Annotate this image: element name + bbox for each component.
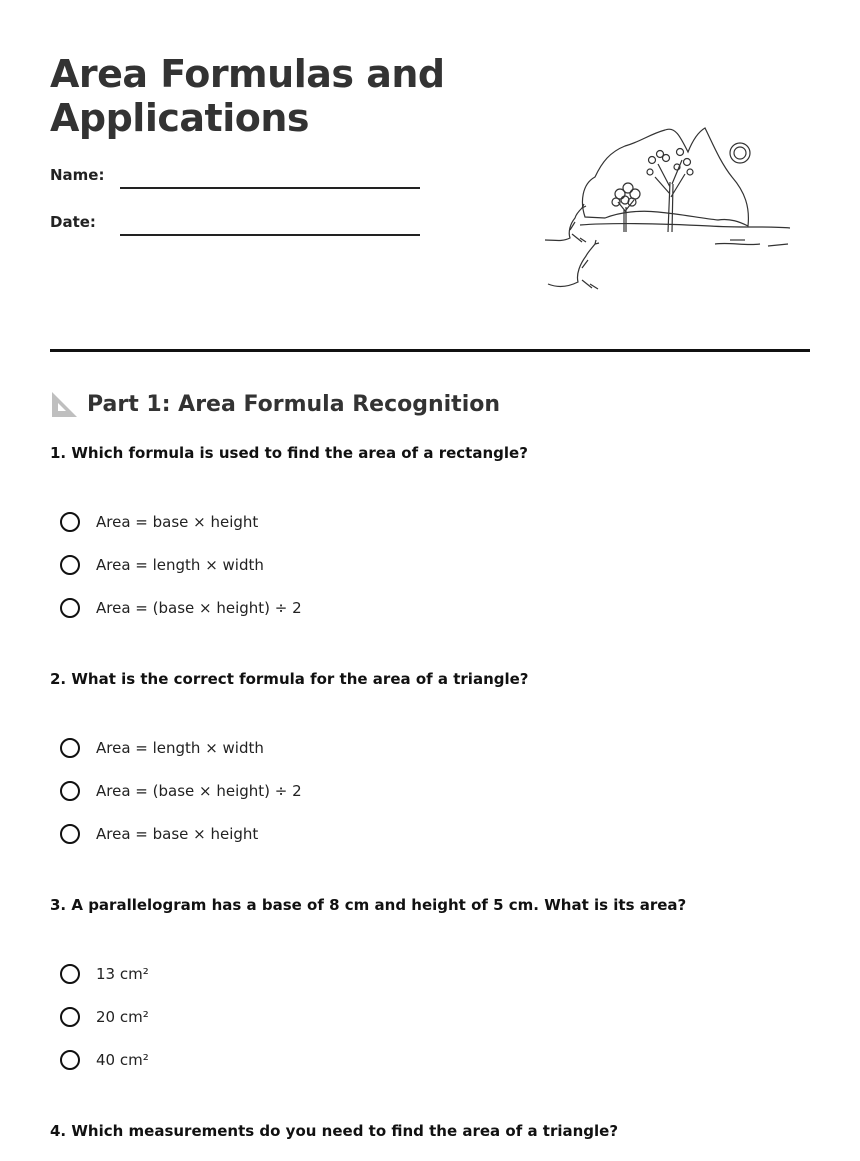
option-label: Area = length × width xyxy=(96,739,264,757)
radio-button[interactable] xyxy=(60,555,80,575)
radio-button[interactable] xyxy=(60,738,80,758)
q3-option-b[interactable] xyxy=(60,1004,149,1030)
q1-option-a[interactable] xyxy=(60,509,258,535)
question-3: 3. A parallelogram has a base of 8 cm and height of 5 cm. What is its area? xyxy=(50,896,687,914)
question-1: 1. Which formula is used to find the area of a rectangle? xyxy=(50,444,528,462)
option-label: 40 cm² xyxy=(96,1051,149,1069)
part1-heading xyxy=(50,388,500,420)
australia-outback-kangaroo-illustration xyxy=(540,122,800,294)
name-field[interactable] xyxy=(120,187,420,189)
q2-option-b[interactable] xyxy=(60,778,302,804)
section-divider xyxy=(50,349,810,352)
date-label: Date: xyxy=(50,213,96,231)
option-label: Area = length × width xyxy=(96,556,264,574)
radio-button[interactable] xyxy=(60,964,80,984)
question-4: 4. Which measurements do you need to find the area of a triangle? xyxy=(50,1122,619,1140)
option-label: 13 cm² xyxy=(96,965,149,983)
option-label: Area = (base × height) ÷ 2 xyxy=(96,599,302,617)
radio-button[interactable] xyxy=(60,824,80,844)
q1-option-b[interactable] xyxy=(60,552,264,578)
worksheet-title: Area Formulas and Applications xyxy=(50,52,445,140)
q3-option-a[interactable] xyxy=(60,961,149,987)
part1-heading-text: Part 1: Area Formula Recognition xyxy=(87,391,501,417)
radio-button[interactable] xyxy=(60,1050,80,1070)
radio-button[interactable] xyxy=(60,598,80,618)
name-label: Name: xyxy=(50,166,105,184)
q2-option-c[interactable] xyxy=(60,821,258,847)
option-label: Area = (base × height) ÷ 2 xyxy=(96,782,302,800)
option-label: Area = base × height xyxy=(96,513,259,531)
option-label: 20 cm² xyxy=(96,1008,149,1026)
set-square-icon xyxy=(50,390,79,419)
radio-button[interactable] xyxy=(60,512,80,532)
date-field[interactable] xyxy=(120,234,420,236)
q2-option-a[interactable] xyxy=(60,735,264,761)
question-2: 2. What is the correct formula for the area of a triangle? xyxy=(50,670,529,688)
q3-option-c[interactable] xyxy=(60,1047,149,1073)
radio-button[interactable] xyxy=(60,781,80,801)
radio-button[interactable] xyxy=(60,1007,80,1027)
q1-option-c[interactable] xyxy=(60,595,302,621)
option-label: Area = base × height xyxy=(96,825,259,843)
